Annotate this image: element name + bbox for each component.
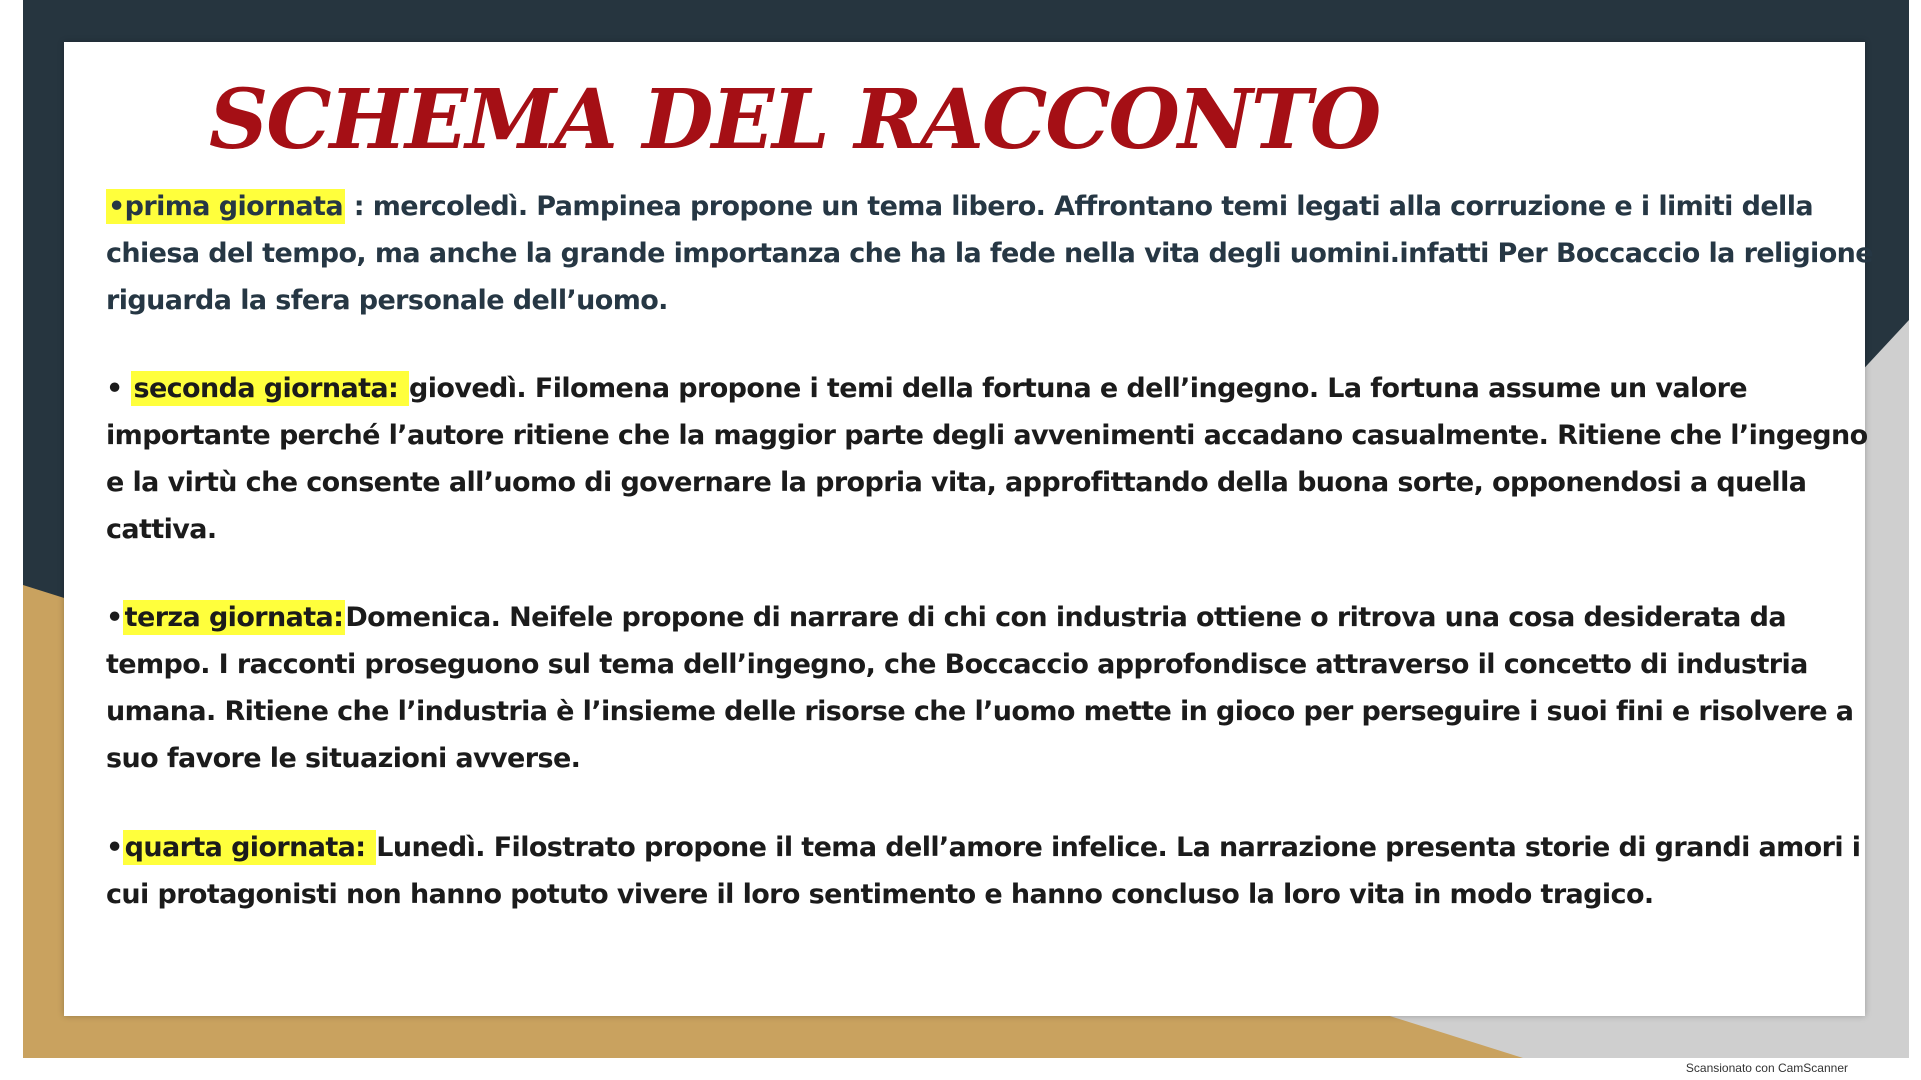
section-text: Lunedì. Filostrato propone il tema dell’amore infelice. La narrazione presenta storie di grandi amori i cui protagonisti non hanno potuto vivere il loro sentimento e hanno concluso la loro vita in modo tragico.	[106, 832, 1861, 910]
slide-title: SCHEMA DEL RACCONTO	[209, 72, 1380, 168]
section-text: Domenica. Neifele propone di narrare di chi con industria ottiene o ritrova una cosa desiderata da tempo. I racconti proseguono sul tema dell’ingegno, che Boccaccio approfondisce attraverso il concetto di industria umana. Ritiene che l’industria è l’insieme delle risorse che l’uomo mette in gioco per perseguire i suoi fini e risolvere a suo favore le situazioni avverse.	[106, 602, 1854, 774]
section-bullet: •	[106, 602, 123, 633]
section-label: terza giornata:	[124, 602, 344, 633]
section-label: quarta giornata:	[124, 832, 375, 863]
scanner-watermark: Scansionato con CamScanner	[1685, 1061, 1848, 1075]
section-prima-giornata	[106, 183, 1876, 324]
section-label-highlight	[106, 189, 345, 224]
section-label: prima giornata	[124, 191, 343, 222]
section-bullet: •	[106, 832, 123, 863]
section-text: : mercoledì. Pampinea propone un tema libero. Affrontano temi legati alla corruzione e i limiti della chiesa del tempo, ma anche la grande importanza che ha la fede nella vita degli uomini.infatti Per Boccaccio la religione riguarda la sfera personale dell’uomo.	[106, 191, 1874, 316]
section-bullet: •	[108, 191, 125, 222]
section-quarta-giornata	[106, 824, 1876, 918]
slide-card	[64, 42, 1874, 1016]
section-bullet: •	[106, 373, 132, 404]
section-seconda-giornata	[106, 365, 1876, 553]
section-text: giovedì. Filomena propone i temi della fortuna e dell’ingegno. La fortuna assume un valore importante perché l’autore ritiene che la maggior parte degli avvenimenti accadano casualmente. Ritiene che l’ingegno e la virtù che consente all’uomo di governare la propria vita, approfittando della buona sorte, opponendosi a quella cattiva.	[106, 373, 1868, 545]
section-terza-giornata	[106, 594, 1876, 782]
section-label: seconda giornata:	[133, 373, 407, 404]
